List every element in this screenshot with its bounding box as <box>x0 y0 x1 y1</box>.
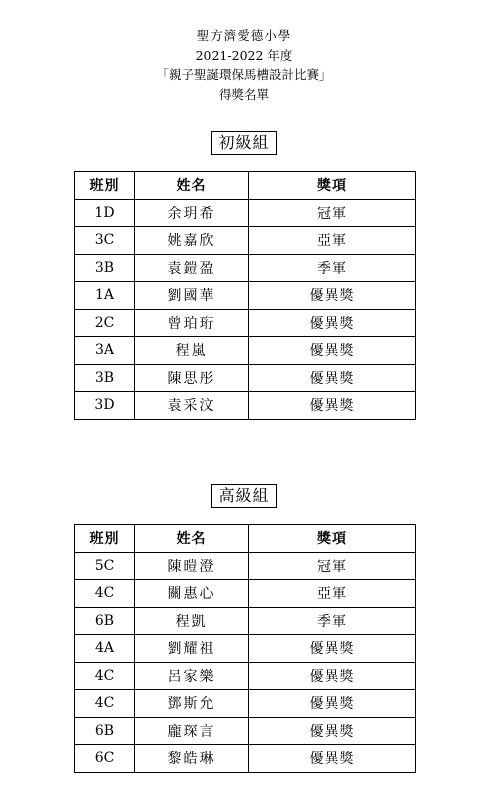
award-cell: 優異獎 <box>249 282 416 310</box>
table-row <box>75 309 416 337</box>
table-row <box>75 717 416 745</box>
name-cell: 龐琛言 <box>135 717 249 745</box>
table-row <box>75 662 416 690</box>
junior-awards-table <box>74 171 416 420</box>
class-cell: 6C <box>75 745 135 773</box>
table-row <box>75 364 416 392</box>
class-cell: 4A <box>75 635 135 663</box>
name-cell: 余玥希 <box>135 199 249 227</box>
school-name: 聖方濟愛德小學 <box>196 28 292 43</box>
award-cell: 優異獎 <box>249 392 416 420</box>
name-cell: 曾珀珩 <box>135 309 249 337</box>
table-row <box>75 690 416 718</box>
name-cell: 劉耀祖 <box>135 635 249 663</box>
table-row <box>75 552 416 580</box>
award-cell: 優異獎 <box>249 690 416 718</box>
award-cell: 優異獎 <box>249 337 416 365</box>
table-row <box>75 745 416 773</box>
award-cell: 優異獎 <box>249 717 416 745</box>
award-cell: 冠軍 <box>249 199 416 227</box>
class-column-header: 班別 <box>75 525 135 553</box>
award-column-header: 獎項 <box>249 525 416 553</box>
table-row <box>75 227 416 255</box>
award-cell: 季軍 <box>249 254 416 282</box>
award-cell: 優異獎 <box>249 745 416 773</box>
name-cell: 鄧斯允 <box>135 690 249 718</box>
award-cell: 優異獎 <box>249 662 416 690</box>
table-row <box>75 199 416 227</box>
name-cell: 陳暟澄 <box>135 552 249 580</box>
class-column-header: 班別 <box>75 172 135 200</box>
class-cell: 3D <box>75 392 135 420</box>
table-header-row <box>75 525 416 553</box>
class-cell: 6B <box>75 717 135 745</box>
award-cell: 冠軍 <box>249 552 416 580</box>
class-cell: 3B <box>75 254 135 282</box>
class-cell: 1D <box>75 199 135 227</box>
junior-group-title: 初級組 <box>211 131 277 155</box>
name-cell: 姚嘉欣 <box>135 227 249 255</box>
table-row <box>75 635 416 663</box>
table-row <box>75 337 416 365</box>
class-cell: 3C <box>75 227 135 255</box>
name-cell: 劉國華 <box>135 282 249 310</box>
class-cell: 4C <box>75 580 135 608</box>
table-row <box>75 254 416 282</box>
name-cell: 袁采汶 <box>135 392 249 420</box>
name-cell: 關惠心 <box>135 580 249 608</box>
senior-group-title: 高級組 <box>211 484 277 508</box>
name-cell: 程嵐 <box>135 337 249 365</box>
class-cell: 2C <box>75 309 135 337</box>
class-cell: 4C <box>75 690 135 718</box>
class-cell: 1A <box>75 282 135 310</box>
table-row <box>75 282 416 310</box>
class-cell: 4C <box>75 662 135 690</box>
name-cell: 呂家樂 <box>135 662 249 690</box>
table-header-row <box>75 172 416 200</box>
school-year: 2021-2022 年度 <box>195 47 293 63</box>
name-cell: 陳思彤 <box>135 364 249 392</box>
award-cell: 亞軍 <box>249 227 416 255</box>
award-column-header: 獎項 <box>249 172 416 200</box>
class-cell: 3A <box>75 337 135 365</box>
name-column-header: 姓名 <box>135 525 249 553</box>
table-row <box>75 607 416 635</box>
class-cell: 6B <box>75 607 135 635</box>
table-row <box>75 392 416 420</box>
competition-name: 「親子聖誕環保馬槽設計比賽」 <box>156 67 332 82</box>
name-cell: 袁鎧盈 <box>135 254 249 282</box>
document-header <box>0 26 488 104</box>
award-cell: 季軍 <box>249 607 416 635</box>
senior-awards-table <box>74 524 416 773</box>
name-cell: 黎皓琳 <box>135 745 249 773</box>
name-cell: 程凱 <box>135 607 249 635</box>
award-cell: 亞軍 <box>249 580 416 608</box>
class-cell: 5C <box>75 552 135 580</box>
award-cell: 優異獎 <box>249 364 416 392</box>
class-cell: 3B <box>75 364 135 392</box>
award-cell: 優異獎 <box>249 309 416 337</box>
table-row <box>75 580 416 608</box>
award-cell: 優異獎 <box>249 635 416 663</box>
list-title: 得獎名單 <box>218 86 269 102</box>
name-column-header: 姓名 <box>135 172 249 200</box>
